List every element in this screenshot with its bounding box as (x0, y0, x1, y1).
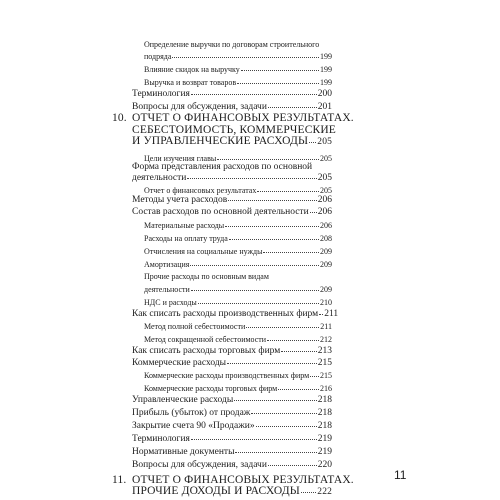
toc-entry-text: Вопросы для обсуждения, задачи (132, 102, 267, 112)
toc-page-number: 199 (320, 52, 332, 61)
toc-page-number: 215 (320, 371, 332, 380)
dot-leader (191, 290, 319, 291)
toc-entry[interactable] (144, 323, 332, 331)
dot-leader (198, 303, 319, 304)
toc-entry[interactable] (132, 461, 332, 471)
dot-leader (228, 200, 317, 201)
dot-leader (256, 426, 317, 427)
toc-entry-text: Коммерческие расходы торговых фирм (144, 384, 278, 393)
toc-page-number: 205 (317, 137, 332, 147)
dot-leader (191, 94, 317, 95)
toc-page-number: 211 (324, 309, 339, 319)
toc-entry[interactable] (132, 409, 332, 419)
chapter-title-row (132, 486, 332, 498)
toc-entry-text: Управленческие расходы (132, 395, 234, 405)
toc-entry-text: Вопросы для обсуждения, задачи (132, 460, 267, 470)
page-number: 11 (394, 468, 407, 482)
toc-page-number: 219 (317, 447, 332, 457)
toc-entry-text: Амортизация (144, 260, 190, 269)
toc-entry[interactable] (132, 359, 332, 369)
dot-leader (246, 327, 319, 328)
toc-page-number: 206 (317, 207, 332, 217)
toc-page-number: 219 (317, 434, 332, 444)
dot-leader (257, 191, 319, 192)
toc-entry-text: Отчисления на социальные нужды (144, 247, 263, 256)
toc-entry[interactable] (144, 222, 332, 230)
toc-page-number: 216 (320, 384, 332, 393)
toc-page-number: 199 (320, 65, 332, 74)
dot-leader (217, 159, 319, 160)
toc-entry[interactable] (144, 299, 332, 307)
toc-entry-text: Метод сокращенной себестоимости (144, 335, 267, 344)
toc-page-number: 206 (320, 221, 332, 230)
toc-entry-text: Определение выручки по договорам строительного (144, 40, 320, 49)
dot-leader (191, 439, 317, 440)
toc-page-number: 218 (317, 421, 332, 431)
toc-entry[interactable] (132, 174, 332, 184)
dot-leader (229, 239, 319, 240)
toc-entry[interactable] (144, 79, 332, 87)
toc-entry-text: Методы учета расходов (132, 195, 228, 205)
dot-leader (251, 413, 316, 414)
toc-entry-text: Коммерческие расходы производственных фирм (144, 371, 310, 380)
dot-leader (263, 252, 319, 253)
toc-entry[interactable] (132, 396, 332, 406)
toc-entry-text: Форма представления расходов по основной (132, 162, 313, 172)
dot-leader (241, 70, 319, 71)
toc-entry-text: НДС и расходы (144, 298, 197, 307)
dot-leader (172, 57, 319, 58)
toc-entry-text: подряда (144, 52, 172, 61)
dot-leader (235, 452, 316, 453)
toc-entry[interactable] (132, 309, 339, 320)
toc-page-number: 205 (320, 154, 332, 163)
toc-entry-text: Метод полной себестоимости (144, 322, 246, 331)
toc-entry[interactable] (144, 261, 332, 269)
toc-entry[interactable] (132, 208, 332, 218)
toc-page-number: 212 (320, 335, 332, 344)
chapter-title-row (132, 136, 332, 148)
toc-entry[interactable] (132, 435, 332, 445)
dot-leader (187, 178, 316, 179)
dot-leader (319, 314, 323, 315)
toc-entry-text: Материальные расходы (144, 221, 225, 230)
toc-entry-text: Как списать расходы производственных фирм (132, 309, 319, 319)
dot-leader (267, 340, 319, 341)
toc-entry-text: Прибыль (убыток) от продаж (132, 408, 251, 418)
toc-entry-text: Влияние скидок на выручку (144, 65, 240, 74)
toc-entry-text: Коммерческие расходы (132, 358, 227, 368)
dot-leader (281, 351, 316, 352)
toc-page-number: 218 (317, 408, 332, 418)
toc-page-number: 213 (317, 346, 332, 356)
toc-entry[interactable] (144, 336, 332, 344)
toc-entry[interactable] (144, 235, 332, 243)
toc-page-number: 211 (320, 322, 332, 331)
chapter-number: 11. (112, 474, 127, 486)
toc-entry-text: Терминология (132, 434, 190, 444)
toc-page-number: 206 (317, 195, 332, 205)
toc-page-number: 209 (320, 285, 332, 294)
dot-leader (190, 265, 319, 266)
toc-entry-text: Отчет о финансовых результатах (144, 186, 257, 195)
toc-entry-text: Расходы на оплату труда (144, 234, 228, 243)
toc-entry[interactable] (132, 448, 332, 458)
toc-page-number: 210 (320, 298, 332, 307)
toc-page-number: 209 (320, 247, 332, 256)
toc-page-number: 199 (320, 78, 332, 87)
toc-entry-text: Цели изучения главы (144, 154, 217, 163)
toc-entry[interactable] (144, 187, 332, 195)
dot-leader (301, 492, 316, 493)
toc-entry-text: Прочие расходы по основным видам (144, 272, 269, 281)
dot-leader (278, 389, 319, 390)
toc-page-number: 222 (317, 487, 332, 497)
toc-entry-text: Закрытие счета 90 «Продажи» (132, 421, 255, 431)
dot-leader (310, 212, 317, 213)
chapter-title: ПРОЧИЕ ДОХОДЫ И РАСХОДЫ (132, 485, 300, 497)
toc-entry-text: деятельности (132, 173, 187, 183)
dot-leader (234, 400, 317, 401)
toc-entry-text: Выручка и возврат товаров (144, 78, 237, 87)
dot-leader (227, 363, 317, 364)
toc-page-number: 218 (317, 395, 332, 405)
chapter-title: ОТЧЕТ О ФИНАНСОВЫХ РЕЗУЛЬТАТАХ. (132, 474, 354, 486)
toc-page-number: 205 (317, 173, 332, 183)
toc-entry-text: Состав расходов по основной деятельности (132, 207, 309, 217)
toc-entry[interactable] (144, 66, 332, 74)
chapter-heading[interactable] (0, 474, 500, 500)
chapter-number: 10. (112, 112, 127, 124)
toc-page-number: 201 (317, 102, 332, 112)
toc-entry-text: Как списать расходы торговых фирм (132, 346, 281, 356)
toc-page-number: 205 (320, 186, 332, 195)
toc-entry[interactable] (144, 248, 332, 256)
dot-leader (268, 465, 317, 466)
toc-entry[interactable] (132, 347, 332, 357)
toc-entry[interactable] (132, 196, 332, 206)
toc-entry[interactable] (144, 286, 332, 294)
toc-page-number: 215 (317, 358, 332, 368)
toc-entry[interactable] (144, 372, 332, 380)
toc-entry-text: Нормативные документы (132, 447, 235, 457)
chapter-title: И УПРАВЛЕНЧЕСКИЕ РАСХОДЫ (132, 135, 309, 147)
dot-leader (310, 376, 319, 377)
chapter-heading[interactable] (0, 104, 500, 147)
toc-entry[interactable] (132, 90, 332, 100)
toc-page-number: 209 (320, 260, 332, 269)
toc-page-number: 220 (317, 460, 332, 470)
chapter-title: СЕБЕСТОИМОСТЬ, КОММЕРЧЕСКИЕ (132, 124, 336, 136)
chapter-title: ОТЧЕТ О ФИНАНСОВЫХ РЕЗУЛЬТАТАХ. (132, 112, 354, 124)
toc-entry-text: деятельности (144, 285, 190, 294)
toc-entry-text: Терминология (132, 89, 190, 99)
dot-leader (225, 226, 319, 227)
toc-page-number: 200 (317, 89, 332, 99)
toc-entry[interactable] (132, 422, 332, 432)
toc-page-number: 208 (320, 234, 332, 243)
toc-entry[interactable] (144, 385, 332, 393)
dot-leader (237, 83, 319, 84)
toc-entry[interactable] (144, 53, 332, 61)
dot-leader (309, 142, 316, 143)
